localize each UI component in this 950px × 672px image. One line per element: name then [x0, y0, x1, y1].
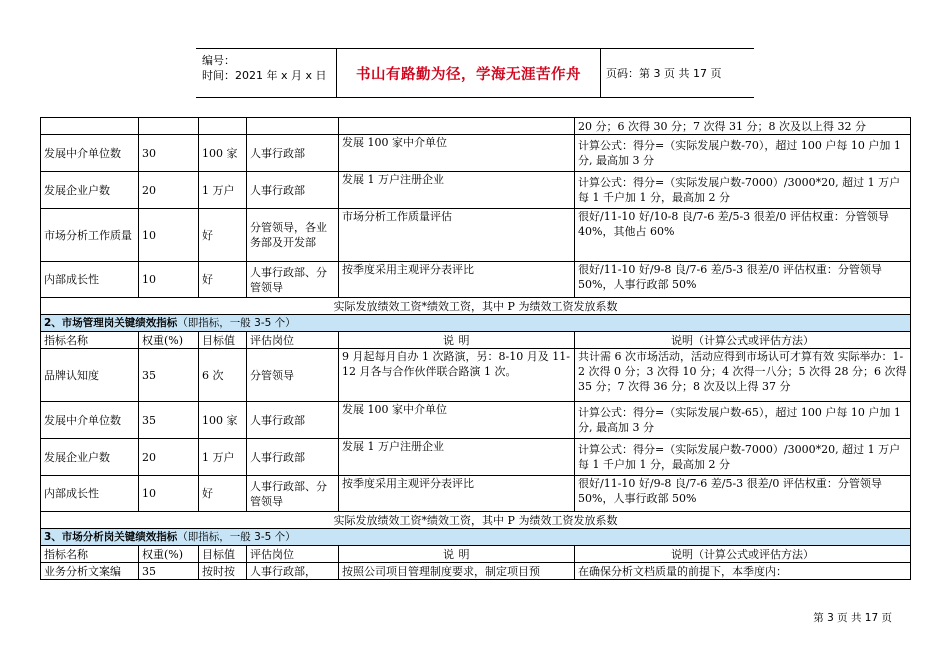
- cell-name: 发展企业户数: [41, 172, 139, 209]
- cell-target: 1 万户: [199, 439, 247, 476]
- table-row: [41, 476, 911, 512]
- cell-weight: 10: [139, 209, 199, 262]
- cell-target: 1 万户: [199, 172, 247, 209]
- summary-row: [41, 298, 911, 315]
- cell-name: 内部成长性: [41, 262, 139, 298]
- cell-note: 发展 1 万户注册企业: [339, 172, 575, 209]
- column-header-row: [41, 546, 911, 563]
- cell-weight: 35: [139, 402, 199, 439]
- page-footer: 第 3 页 共 17 页: [813, 612, 892, 624]
- cell-target: 6 次: [199, 349, 247, 402]
- cell-note: 发展 100 家中介单位: [339, 402, 575, 439]
- table-row: [41, 402, 911, 439]
- col-header-desc: 说明（计算公式或评估方法）: [575, 546, 911, 563]
- cell-name: 业务分析文案编: [41, 563, 139, 580]
- col-header-target: 目标值: [199, 332, 247, 349]
- col-header-name: 指标名称: [41, 332, 139, 349]
- summary-text: 实际发放绩效工资*绩效工资，其中 P 为绩效工资发放系数: [41, 512, 911, 529]
- cell-name: 发展企业户数: [41, 439, 139, 476]
- cell-name: 市场分析工作质量: [41, 209, 139, 262]
- cell-note: 市场分析工作质量评估: [339, 209, 575, 262]
- cell-target: 好: [199, 209, 247, 262]
- cell-desc: 计算公式：得分=（实际发展户数-7000）/3000*20, 超过 1 万户每 1 千户加 1 分，最高加 2 分: [575, 172, 911, 209]
- section-title: 2、市场管理岗关键绩效指标: [44, 316, 178, 329]
- summary-row: [41, 512, 911, 529]
- cell-name: 内部成长性: [41, 476, 139, 512]
- cell-desc: 很好/11-10 好/10-8 良/7-6 差/5-3 很差/0 评估权重：分管领导 40%，其他占 60%: [575, 209, 911, 262]
- cell-post: 人事行政部: [247, 172, 339, 209]
- header-slogan: 书山有路勤为径，学海无涯苦作舟: [356, 66, 581, 83]
- section-header: [41, 529, 911, 546]
- cell-post: 分管领导，各业务部及开发部: [247, 209, 339, 262]
- column-header-row: [41, 332, 911, 349]
- cell-note: 按季度采用主观评分表评比: [339, 476, 575, 512]
- section-subtitle: （即指标，一般 3-5 个）: [177, 530, 296, 543]
- cell-name: 发展中介单位数: [41, 402, 139, 439]
- cell-weight: 30: [139, 135, 199, 172]
- col-header-name: 指标名称: [41, 546, 139, 563]
- section-title: 3、市场分析岗关键绩效指标: [44, 530, 178, 543]
- summary-text: 实际发放绩效工资*绩效工资，其中 P 为绩效工资发放系数: [41, 298, 911, 315]
- table-row: [41, 262, 911, 298]
- kpi-table: [40, 117, 911, 580]
- cell-weight: 20: [139, 439, 199, 476]
- col-header-post: 评估岗位: [247, 546, 339, 563]
- section-subtitle: （即指标，一般 3-5 个）: [177, 316, 296, 329]
- cell-weight: 10: [139, 262, 199, 298]
- header-meta: [196, 49, 336, 97]
- cell-target: 100 家: [199, 402, 247, 439]
- cell-post: 人事行政部: [247, 402, 339, 439]
- cell-weight: 35: [139, 349, 199, 402]
- header-page-label: 页码：第 3 页 共 17 页: [606, 67, 722, 80]
- col-header-weight: 权重(%): [139, 546, 199, 563]
- cell-desc: 共计需 6 次市场活动，活动应得到市场认可才算有效 实际举办：1-2 次得 0 分；3 次得 10 分；4 次得一八分；5 次得 28 分；6 次得 35 分；7 次得 36 分；8 次及以上得 37 分: [575, 349, 911, 402]
- cell-note: 9 月起每月自办 1 次路演，另：8-10 月及 11-12 月各与合作伙伴联合路演 1 次。: [339, 349, 575, 402]
- cell-name: 发展中介单位数: [41, 135, 139, 172]
- page-header: [196, 48, 754, 98]
- table-row: [41, 172, 911, 209]
- cell-post: 分管领导: [247, 349, 339, 402]
- table-row: [41, 135, 911, 172]
- cell-desc: 计算公式：得分=（实际发展户数-7000）/3000*20, 超过 1 万户每 1 千户加 1 分，最高加 2 分: [575, 439, 911, 476]
- cell-note: 发展 100 家中介单位: [339, 135, 575, 172]
- cell-target: 100 家: [199, 135, 247, 172]
- col-header-target: 目标值: [199, 546, 247, 563]
- col-header-note: 说 明: [339, 546, 575, 563]
- cell-note: 按照公司项目管理制度要求，制定项目预: [339, 563, 575, 580]
- cell-name: 品牌认知度: [41, 349, 139, 402]
- cell-desc: 计算公式：得分=（实际发展户数-70），超过 100 户每 10 户加 1 分, 最高加 3 分: [575, 135, 911, 172]
- table-row: [41, 209, 911, 262]
- table-row: [41, 349, 911, 402]
- header-page-cell: [600, 49, 754, 97]
- cell-target: 按时按: [199, 563, 247, 580]
- col-header-note: 说 明: [339, 332, 575, 349]
- col-header-desc: 说明（计算公式或评估方法）: [575, 332, 911, 349]
- header-slogan-cell: [336, 49, 601, 97]
- col-header-weight: 权重(%): [139, 332, 199, 349]
- cell-post: 人事行政部，: [247, 563, 339, 580]
- cell-desc: 在确保分析文档质量的前提下，本季度内：: [575, 563, 911, 580]
- table-row: [41, 118, 911, 135]
- time-label: 时间：2021 年 x 月 x 日: [202, 69, 327, 82]
- cell-desc: 很好/11-10 好/9-8 良/7-6 差/5-3 很差/0 评估权重：分管领导 50%，人事行政部 50%: [575, 262, 911, 298]
- cell-target: 好: [199, 476, 247, 512]
- cell-weight: 10: [139, 476, 199, 512]
- section-header: [41, 315, 911, 332]
- col-header-post: 评估岗位: [247, 332, 339, 349]
- cell-weight: 20: [139, 172, 199, 209]
- table-row: [41, 439, 911, 476]
- cell-weight: 35: [139, 563, 199, 580]
- cell-target: 好: [199, 262, 247, 298]
- cell-note: 发展 1 万户注册企业: [339, 439, 575, 476]
- cell-note: 按季度采用主观评分表评比: [339, 262, 575, 298]
- cell-post: 人事行政部: [247, 439, 339, 476]
- cell-desc: 20 分；6 次得 30 分；7 次得 31 分；8 次及以上得 32 分: [575, 118, 911, 135]
- number-label: 编号：: [202, 54, 235, 67]
- cell-post: 人事行政部、分管领导: [247, 476, 339, 512]
- cell-post: 人事行政部、分管领导: [247, 262, 339, 298]
- cell-post: 人事行政部: [247, 135, 339, 172]
- table-row: [41, 563, 911, 580]
- cell-desc: 计算公式：得分=（实际发展户数-65），超过 100 户每 10 户加 1 分, 最高加 3 分: [575, 402, 911, 439]
- cell-desc: 很好/11-10 好/9-8 良/7-6 差/5-3 很差/0 评估权重：分管领导 50%，人事行政部 50%: [575, 476, 911, 512]
